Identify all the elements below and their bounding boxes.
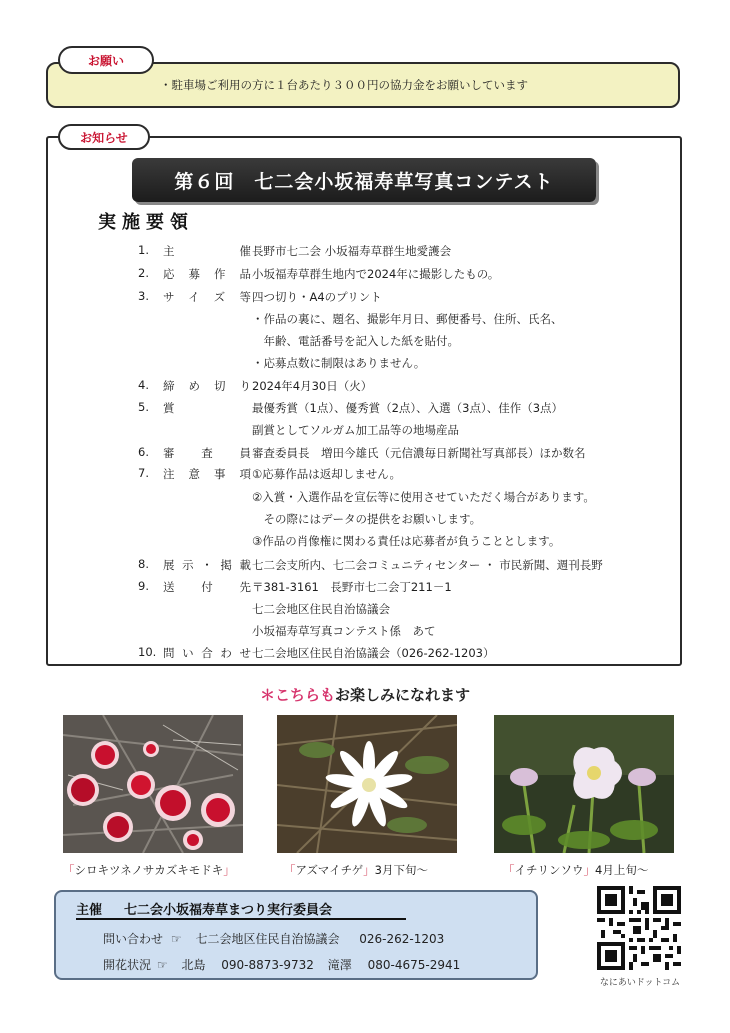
requirement-text: ①応募作品は返却しません。 [252,467,401,481]
requirement-text: ・作品の裏に、題名、撮影年月日、郵便番号、住所、氏名、 [252,312,563,326]
requirement-text: ・応募点数に制限はありません。 [252,356,426,370]
contact-label: 問い合わせ [103,932,164,946]
requirement-text: 副賞としてソルガム加工品等の地場産品 [252,423,459,437]
requirement-text: 2024年4月30日（火） [252,379,373,393]
requirement-label: 賞 [163,401,175,415]
hand-pointer-icon: ☞ [170,932,182,946]
photo-caption [63,862,235,878]
organizer-title [76,899,332,918]
requirement-text: 長野市七二会 小坂福寿草群生地愛護会 [252,244,452,258]
bloom-line [103,956,460,973]
requirement-text: ③作品の肖像権に関わる責任は応募者が負うこととします。 [252,534,561,548]
qr-caption: なにあいドットコム [599,978,681,988]
notice-text: ・駐車場ご利用の方に１台あたり３００円の協力金をお願いしています [160,78,528,92]
requirement-text: 審査委員長 増田今雄氏（元信濃毎日新聞社写真部長）ほか数名 [252,446,586,460]
requirement-number: 3. [138,289,149,303]
photo-cup-fungus [63,715,243,853]
requirement-number: 6. [138,445,149,459]
photo-caption [503,862,648,878]
requirement-label: 主催 [163,244,251,258]
caption-name: シロキツネノサカズキモドキ [74,863,224,877]
requirement-label: 応募作品 [163,267,251,281]
requirement-label: 審査員 [163,446,251,460]
requirement-text: ②入賞・入選作品を宣伝等に使用させていただく場合があります。 [252,490,595,504]
notice-tab: お願い [58,46,154,74]
caption-name: イチリンソウ [514,863,584,877]
photo-caption [284,862,428,878]
bloom-contact-2-name: 滝澤 [327,958,352,972]
bloom-contact-1-name: 北島 [181,958,206,972]
section-heading: 実施要領 [98,212,194,233]
caption-quote-close: 」 [223,863,235,877]
organizer-name: 七二会小坂福寿草まつり実行委員会 [124,903,333,918]
requirement-text: 四つ切り・A4のプリント [252,290,382,304]
requirement-text: 最優秀賞（1点）、優秀賞（2点）、入選（3点）、佳作（3点） [252,401,564,415]
info-tab: お知らせ [58,124,150,150]
requirement-label: 送付先 [163,580,251,594]
caption-name: アズマイチゲ [295,863,364,877]
enjoy-text: お楽しみになれます [335,686,471,704]
requirement-label: サイズ等 [163,290,251,304]
requirement-number: 4. [138,378,149,392]
requirement-text: 〒381-3161 長野市七二会丁211－1 [252,580,452,594]
qr-code[interactable] [597,886,681,970]
hand-pointer-icon: ☞ [156,958,168,972]
requirement-label: 注意事項 [163,467,251,481]
requirement-number: 1. [138,243,149,257]
requirement-number: 9. [138,579,149,593]
organizer-underline [76,918,406,920]
caption-quote-open: 「 [63,863,75,877]
organizer-label: 主催 [76,903,103,918]
requirement-text: 小坂福寿草群生地内で2024年に撮影したもの。 [252,267,500,281]
requirement-number: 7. [138,466,149,480]
requirement-text: 年齢、電話番号を記入した紙を貼付。 [252,334,459,348]
caption-quote-close: 」 [583,863,595,877]
requirement-number: 10. [138,645,157,659]
contact-phone: 026-262-1203 [359,932,445,946]
caption-note: 4月上旬～ [595,863,649,877]
bloom-contact-1-phone: 090-8873-9732 [221,958,314,972]
requirement-label: 展示・掲載 [163,558,251,572]
requirement-text: 七二会地区住民自治協議会（026-262-1203） [252,646,495,660]
requirement-number: 5. [138,400,149,414]
enjoy-heading [0,684,730,705]
caption-quote-close: 」 [363,863,375,877]
contact-line [103,930,444,947]
requirement-text: 七二会地区住民自治協議会 [252,602,390,616]
requirement-number: 2. [138,266,149,280]
bloom-label: 開花状況 [103,958,152,972]
caption-note: 3月下旬～ [374,863,428,877]
photo-ichirinso [494,715,674,853]
requirement-number: 8. [138,557,149,571]
caption-quote-open: 「 [503,863,515,877]
requirement-text: その際にはデータの提供をお願いします。 [252,512,482,526]
contact-org: 七二会地区住民自治協議会 [195,932,340,946]
requirement-label: 問い合わせ [163,646,251,660]
requirement-text: 七二会支所内、七二会コミュニティセンター ・ 市民新聞、週刊長野 [252,558,603,572]
enjoy-accent: ＊こちらも [259,686,335,704]
photo-azuma-ichige [277,715,457,853]
contest-title: 第６回 七二会小坂福寿草写真コンテスト [132,158,596,202]
requirement-label: 締め切り [163,379,251,393]
bloom-contact-2-phone: 080-4675-2941 [367,958,461,972]
caption-quote-open: 「 [284,863,296,877]
requirement-text: 小坂福寿草写真コンテスト係 あて [252,624,436,638]
